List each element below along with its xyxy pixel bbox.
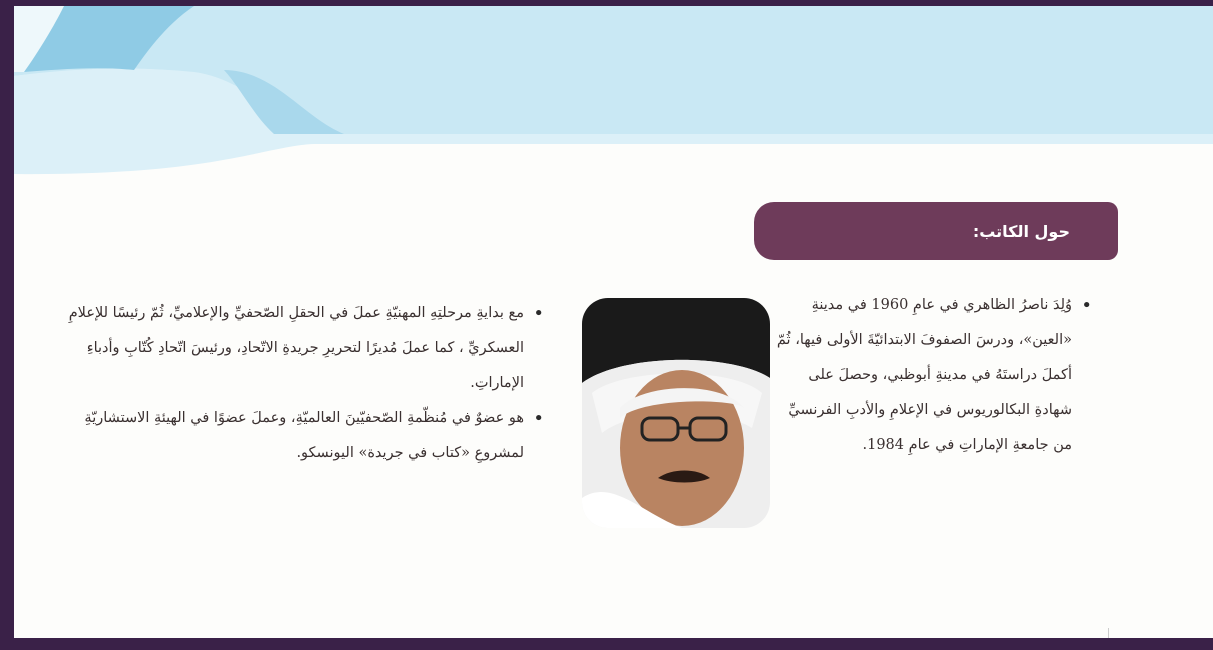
- bio-bullet: • هو عضوٌ في مُنظّمةِ الصّحفيّينَ العالميّةِ، وعملَ عضوًا في الهيئةِ الاستشاريّةِ لمشروعِ «كتاب في جريدة» اليونسكو.: [54, 401, 524, 471]
- page-edge-mark: [1108, 628, 1109, 638]
- section-title: حول الكاتب:: [754, 202, 1118, 260]
- bio-bullet: • مع بدايةِ مرحلتِهِ المهنيّةِ عملَ في الحقلِ الصّحفيِّ والإعلاميِّ، ثُمّ رئيسًا للإعلامِ العسكريِّ ، كما عملَ مُديرًا لتحريرِ جريدةِ الاتّحادِ، ورئيسَ اتّحادِ كُتّابِ وأدباءِ الإماراتِ.: [54, 296, 524, 401]
- document-page: [14, 6, 1213, 638]
- decorative-wave-banner: [14, 6, 1213, 181]
- bio-bullet: • وُلِدَ ناصرُ الظاهري في عامِ 1960 في مدينةِ «العين»، ودرسَ الصفوفَ الابتدائيّةَ الأولى فيها، ثُمّ أكملَ دراستَهُ في مدينةِ أبوظبي، وحصلَ على شهادةِ البكالوريوس في الإعلامِ والأدبِ الفرنسيِّ من جامعةِ الإماراتِ في عامِ 1984.: [772, 288, 1072, 463]
- author-bio-left-column: [54, 296, 544, 471]
- author-bio-right-column: [772, 288, 1092, 463]
- author-photo: [582, 298, 770, 528]
